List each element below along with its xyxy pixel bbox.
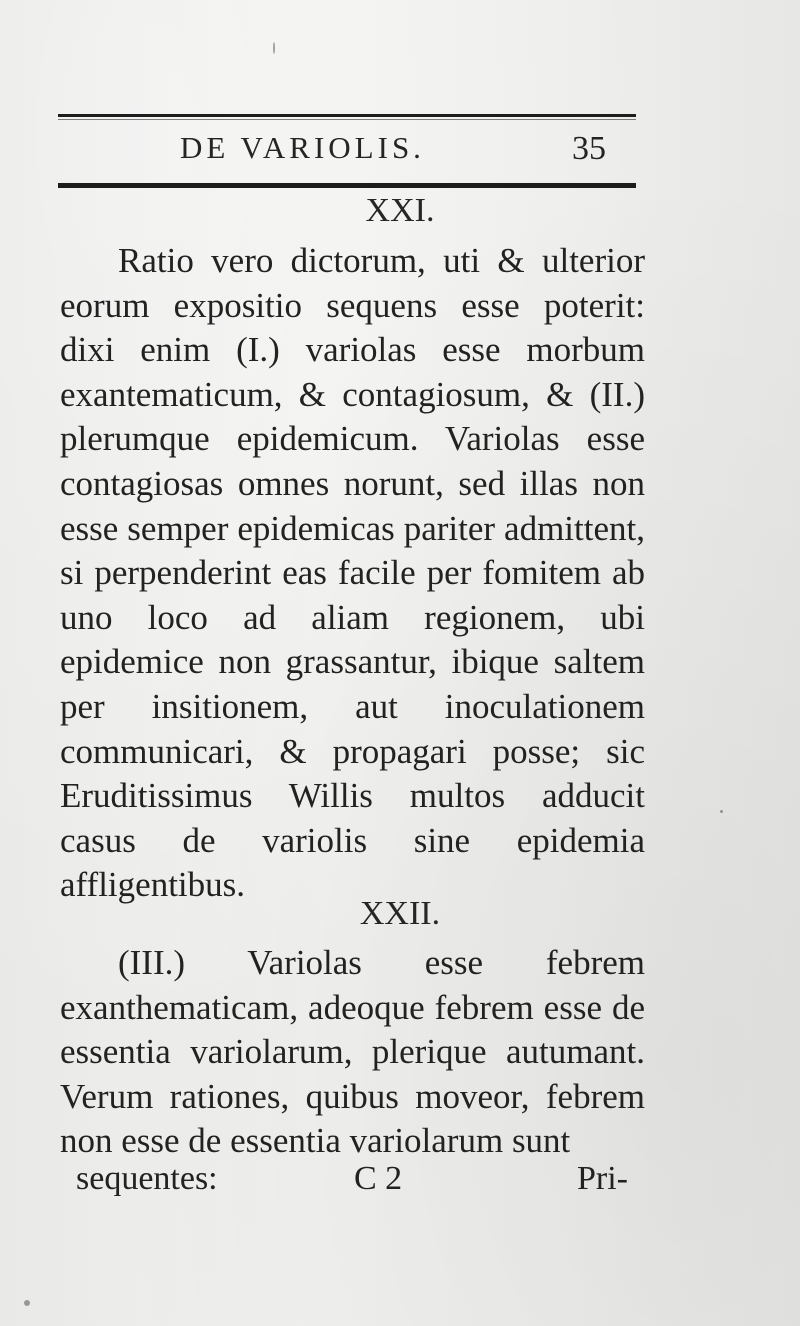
paper-speck [24,1300,30,1306]
paper-speck [720,810,723,813]
section-heading-xxi: XXI. [365,192,435,229]
signature-mark: C 2 [354,1160,403,1197]
catchword: Pri- [577,1160,628,1197]
section-heading-xxii: XXII. [359,895,441,932]
section-xxii-body [60,941,645,1164]
last-word: sequentes: [76,1160,218,1197]
page-number: 35 [572,130,606,167]
section-xxii-paragraph: (III.) Variolas esse febrem exanthematicam, adeoque febrem esse de essentia variolarum, plerique autumant. Verum rationes, quibus moveor, febrem non esse de essentia variolarum sunt [60,943,645,1161]
section-xxi-body [60,239,645,908]
header-rule-thin [58,119,636,120]
running-title: DE VARIOLIS. [180,130,425,165]
section-xxi-paragraph: Ratio vero dictorum, uti & ulterior eorum expositio sequens esse poterit: dixi enim (I.) variolas esse morbum exantematicum, & contagiosum, & (II.) plerumque epidemicum. Variolas esse contagiosas omnes norunt, sed illas non esse semper epidemicas pariter admittent, si perpenderint eas facile per fomitem ab uno loco ad aliam regionem, ubi epidemice non grassantur, ibique saltem per insitionem, aut inoculationem communicari, & propagari posse; sic Eruditissimus Willis multos adducit casus de variolis sine epidemia affligentibus. [60,241,645,905]
header-rule-bottom [58,183,636,188]
page-footer [76,1160,628,1210]
header-rule-top [58,114,636,117]
paper-speck [273,42,275,54]
